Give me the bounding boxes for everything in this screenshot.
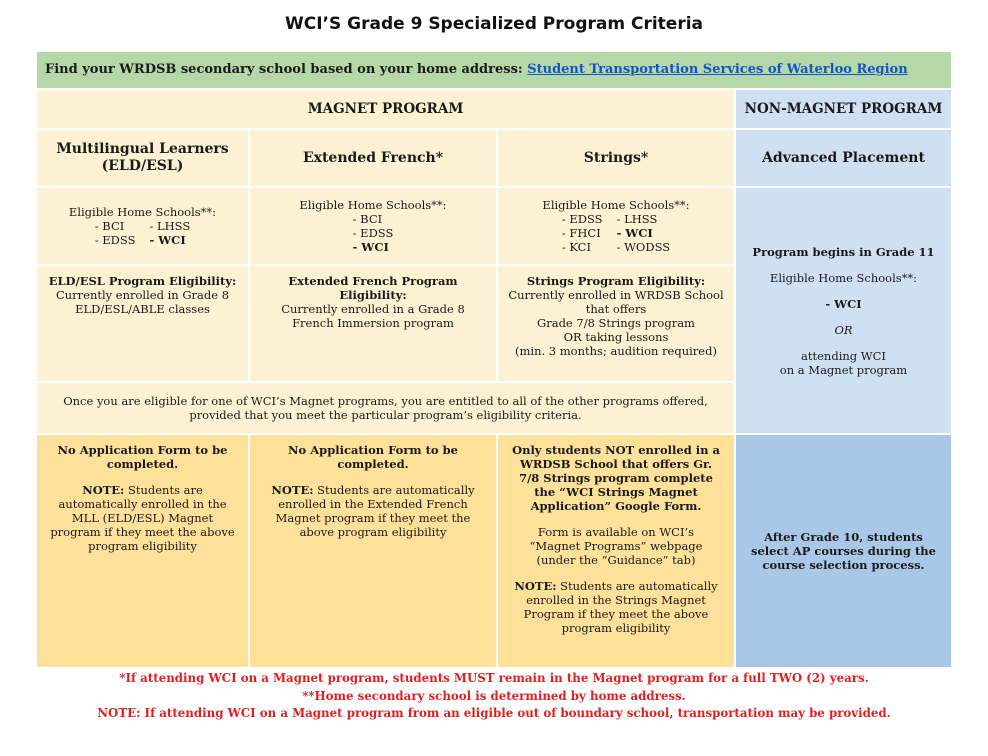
eligibility-line: ELD/ESL/ABLE classes [75,302,210,316]
school-item: - WCI [616,226,653,240]
footer-notes [0,670,988,723]
school-item: - EDSS [352,226,394,240]
eligible-label: Eligible Home Schools**: [542,198,690,212]
note-label: NOTE: [271,483,314,497]
footer-line-1: *If attending WCI on a Magnet program, students MUST remain in the Magnet program for a full TWO (2) years. [119,671,869,685]
school-item: - EDSS [94,233,136,247]
application-title: Only students NOT enrolled in a WRDSB School that offers Gr. 7/8 Strings program complete the “WCI Strings Magnet Application” Google Form. [512,443,720,513]
mll-eligibility-title: ELD/ESL Program Eligibility: [48,274,237,288]
page-title: WCI’S Grade 9 Specialized Program Criteria [284,14,704,34]
eligible-label: Eligible Home Schools**: [68,205,217,219]
ap-begins: Program begins in Grade 11 [752,244,935,259]
ap-eligible-label: Eligible Home Schools**: [769,270,918,285]
school-item: - LHSS [149,219,191,233]
find-school-row [37,52,951,88]
eligibility-line: Currently enrolled in Grade 8 [55,288,230,302]
french-eligibility-title: Extended French Program Eligibility: [288,274,458,302]
eligibility-line: (min. 3 months; audition required) [515,344,717,358]
application-title: No Application Form to be completed. [288,443,458,471]
entitled-line: provided that you meet the particular program’s eligibility criteria. [189,408,582,422]
school-item: - BCI [352,212,383,226]
strings-schools [498,188,734,264]
mll-eligibility [37,266,248,381]
school-item: - EDSS [561,212,603,226]
non-magnet-header: NON-MAGNET PROGRAM [736,90,951,128]
eligibility-line: Currently enrolled in WRDSB School [508,288,724,302]
school-item: - WODSS [616,240,671,254]
ap-school: - WCI [825,296,862,311]
school-list [353,212,394,254]
criteria-table [37,52,953,663]
strings-application [498,435,734,667]
note-text: Students are automatically enrolled in the MLL (ELD/ESL) Magnet program if they meet the above program eligibility [50,483,235,553]
eligible-label: Eligible Home Schools**: [299,198,447,212]
eligibility-line: Currently enrolled in a Grade 8 [281,302,465,316]
school-list [562,212,670,254]
eligibility-line: French Immersion program [292,316,454,330]
note-label: NOTE: [82,483,125,497]
eligibility-line: OR taking lessons [563,330,669,344]
entitled-line: Once you are eligible for one of WCI’s Magnet programs, you are entitled to all of the other programs offered, [63,394,708,408]
eligibility-line: that offers [585,302,647,316]
note-text: Students are automatically enrolled in the Extended French Magnet program if they meet the above program eligibility [275,483,475,539]
application-form-note: Form is available on WCI’s “Magnet Programs” webpage (under the “Guidance” tab) [529,525,703,567]
french-application [250,435,496,667]
school-item: - FHCI [561,226,601,240]
school-item: - WCI [149,233,186,247]
school-list [95,219,190,247]
magnet-header: MAGNET PROGRAM [37,90,734,128]
ap-eligibility [736,188,951,433]
application-note [508,579,724,635]
ap-attending-2: on a Magnet program [779,362,908,377]
strings-eligibility-title: Strings Program Eligibility: [526,274,706,288]
application-note [49,483,236,553]
program-french: Extended French* [250,130,496,186]
school-item: - BCI [94,219,125,233]
program-ap: Advanced Placement [736,130,951,186]
note-label: NOTE: [514,579,557,593]
application-note [264,483,482,539]
note-text: Students are automatically enrolled in the Strings Magnet Program if they meet the above program eligibility [523,579,718,635]
strings-eligibility [498,266,734,381]
transportation-link[interactable]: Student Transportation Services of Waterloo Region [527,62,908,77]
school-item: - KCI [561,240,592,254]
school-item: - WCI [352,240,389,254]
ap-or: OR [834,322,853,337]
ap-attending-1: attending WCI [801,348,886,363]
mll-application [37,435,248,667]
french-eligibility [250,266,496,381]
eligibility-line: Grade 7/8 Strings program [537,316,695,330]
footer-line-2: **Home secondary school is determined by home address. [302,688,686,703]
program-strings: Strings* [498,130,734,186]
mll-schools [37,188,248,264]
entitled-note [37,383,734,433]
footer-line-3: NOTE: If attending WCI on a Magnet program from an eligible out of boundary school, transportation may be provided. [97,706,891,720]
program-mll: Multilingual Learners (ELD/ESL) [37,130,248,186]
find-school-text: Find your WRDSB secondary school based on your home address: [45,62,523,77]
school-item: - LHSS [616,212,658,226]
ap-application: After Grade 10, students select AP courses during the course selection process. [736,435,951,667]
application-title: No Application Form to be completed. [57,443,228,471]
french-schools [250,188,496,264]
